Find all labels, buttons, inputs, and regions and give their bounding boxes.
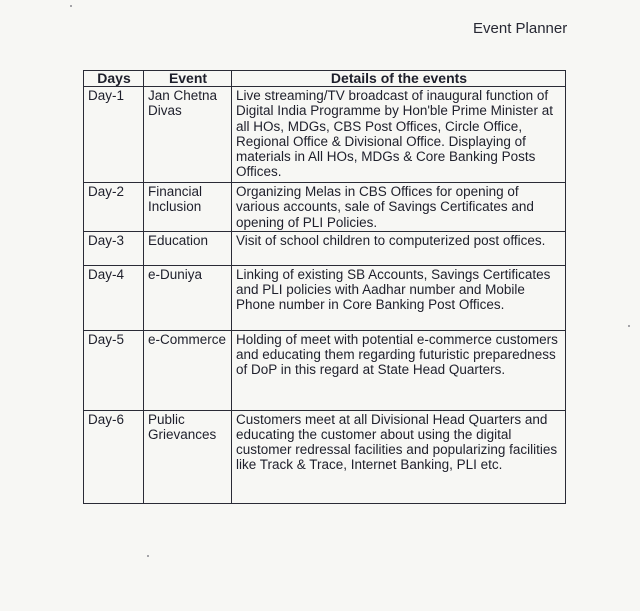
event-cell: e-Commerce (144, 330, 232, 410)
table-header-row (84, 71, 566, 87)
scan-speck (70, 5, 72, 7)
scan-speck (147, 555, 149, 557)
event-cell: Jan Chetna Divas (144, 87, 232, 183)
column-header-event: Event (144, 71, 232, 87)
table-row (84, 265, 566, 330)
details-cell: Holding of meet with potential e-commerce customers and educating them regarding futuristic preparedness of DoP in this regard at State Head Quarters. (232, 330, 566, 410)
day-cell: Day-2 (84, 183, 144, 232)
details-cell: Linking of existing SB Accounts, Savings Certificates and PLI policies with Aadhar number and Mobile Phone number in Core Banking Post Offices. (232, 265, 566, 330)
event-cell: Education (144, 231, 232, 265)
table-row (84, 231, 566, 265)
details-cell: Live streaming/TV broadcast of inaugural function of Digital India Programme by Hon'ble Prime Minister at all HOs, MDGs, CBS Post Offices, Circle Office, Regional Office & Divisional Office. Displaying of materials in All HOs, MDGs & Core Banking Posts Offices. (232, 87, 566, 183)
details-cell: Customers meet at all Divisional Head Quarters and educating the customer about using the digital customer redressal facilities and popularizing facilities like Track & Trace, Internet Banking, PLI etc. (232, 410, 566, 503)
day-cell: Day-1 (84, 87, 144, 183)
details-cell: Visit of school children to computerized post offices. (232, 231, 566, 265)
table-row (84, 87, 566, 183)
page-title: Event Planner (473, 20, 568, 37)
scan-speck (628, 325, 630, 327)
event-cell: Public Grievances (144, 410, 232, 503)
table-row (84, 183, 566, 232)
event-cell: e-Duniya (144, 265, 232, 330)
day-cell: Day-3 (84, 231, 144, 265)
event-cell: Financial Inclusion (144, 183, 232, 232)
day-cell: Day-6 (84, 410, 144, 503)
table-row (84, 330, 566, 410)
column-header-days: Days (84, 71, 144, 87)
day-cell: Day-5 (84, 330, 144, 410)
details-cell: Organizing Melas in CBS Offices for opening of various accounts, sale of Savings Certificates and opening of PLI Policies. (232, 183, 566, 232)
table-row (84, 410, 566, 503)
day-cell: Day-4 (84, 265, 144, 330)
event-table (83, 70, 566, 504)
column-header-details: Details of the events (232, 71, 566, 87)
